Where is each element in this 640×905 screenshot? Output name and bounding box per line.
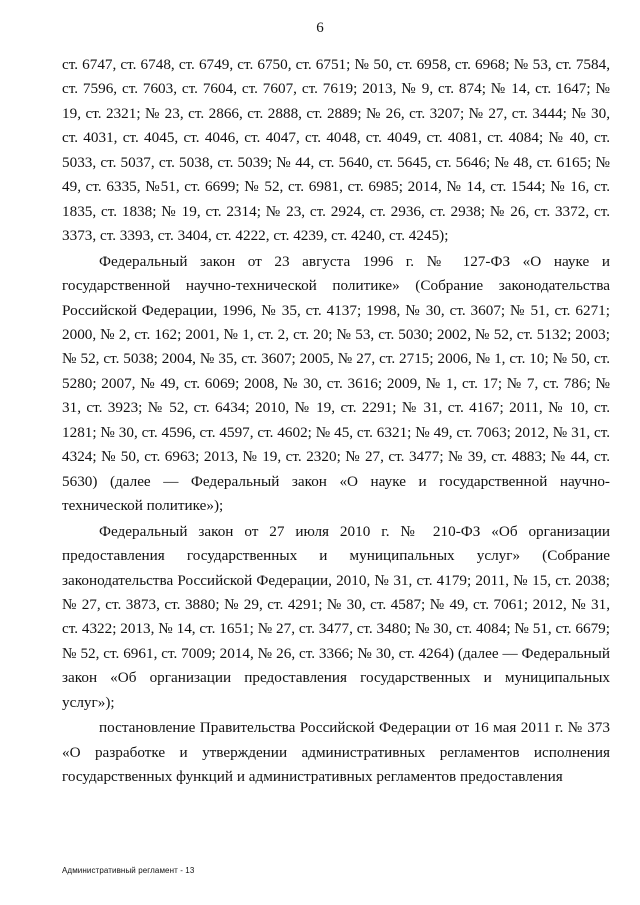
paragraph-resolution-373: постановление Правительства Российской Федерации от 16 мая 2011 г. № 373 «О разработке и утверждении административных регламентов исполнения государственных функций и административных регламентов предоставления [62,719,610,786]
document-body [62,53,610,791]
paragraph-law-210-fz: Федеральный закон от 27 июля 2010 г. № 210-ФЗ «Об организации предоставления государственных и муниципальных услуг» (Собрание законодательства Российской Федерации, 2010, № 31, ст. 4179; 2011, № 15, ст. 2038; № 27, ст. 3873, ст. 3880; № 29, ст. 4291; № 30, ст. 4587; № 49, ст. 7061; 2012, № 31, ст. 4322; 2013, № 14, ст. 1651; № 27, ст. 3477, ст. 3480; № 30, ст. 4084; № 51, ст. 6679; № 52, ст. 6961, ст. 7009; 2014, № 26, ст. 3366; № 30, ст. 4264) (далее — Федеральный закон «Об организации предоставления государственных и муниципальных услуг»); [62,522,610,711]
page-footer: Административный регламент - 13 [62,866,195,875]
paragraph-law-127-fz: Федеральный закон от 23 августа 1996 г. № 127-ФЗ «О науке и государственной научно-технической политике» (Собрание законодательства Российской Федерации, 1996, № 35, ст. 4137; 1998, № 30, ст. 3607; № 51, ст. 6271; 2000, № 2, ст. 162; 2001, № 1, ст. 2, ст. 20; № 53, ст. 5030; 2002, № 52, ст. 5132; 2003; № 52, ст. 5038; 2004, № 35, ст. 3607; 2005, № 27, ст. 2715; 2006, № 1, ст. 10; № 50, ст. 5280; 2007, № 49, ст. 6069; 2008, № 30, ст. 3616; 2009, № 1, ст. 17; № 7, ст. 786; № 31, ст. 3923; № 52, ст. 6434; 2010, № 19, ст. 2291; № 31, ст. 4167; 2011, № 10, ст. 1281; № 30, ст. 4596, ст. 4597, ст. 4602; № 45, ст. 6321; № 49, ст. 7063; 2012, № 31, ст. 4324; № 50, ст. 6963; 2013, № 19, ст. 2320; № 27, ст. 3477; № 39, ст. 4883; № 44, ст. 5630) (далее — Федеральный закон «О науке и государственной научно-технической политике»); [62,252,610,515]
page-number: 6 [316,20,324,36]
paragraph-citations-continued: ст. 6747, ст. 6748, ст. 6749, ст. 6750, ст. 6751; № 50, ст. 6958, ст. 6968; № 53, ст. 7584, ст. 7596, ст. 7603, ст. 7604, ст. 7607, ст. 7619; 2013, № 9, ст. 874; № 14, ст. 1647; № 19, ст. 2321; № 23, ст. 2866, ст. 2888, ст. 2889; № 26, ст. 3207; № 27, ст. 3444; № 30, ст. 4031, ст. 4045, ст. 4046, ст. 4047, ст. 4048, ст. 4049, ст. 4081, ст. 4084; № 40, ст. 5033, ст. 5037, ст. 5038, ст. 5039; № 44, ст. 5640, ст. 5645, ст. 5646; № 48, ст. 6165; № 49, ст. 6335, №51, ст. 6699; № 52, ст. 6981, ст. 6985; 2014, № 14, ст. 1544; № 16, ст. 1835, ст. 1838; № 19, ст. 2314; № 23, ст. 2924, ст. 2936, ст. 2938; № 26, ст. 3372, ст. 3373, ст. 3393, ст. 3404, ст. 4222, ст. 4239, ст. 4240, ст. 4245); [62,56,610,245]
